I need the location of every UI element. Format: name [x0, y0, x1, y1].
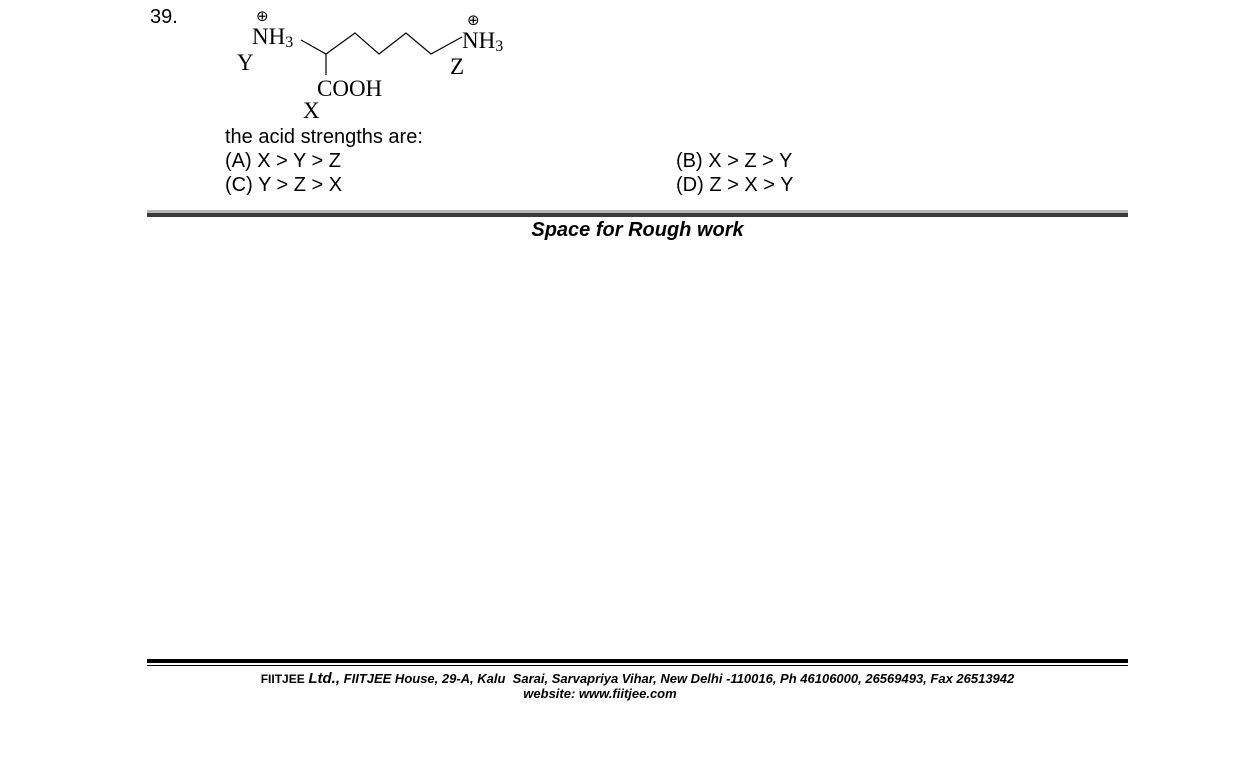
label-z: Z	[450, 54, 465, 79]
option-d: (D) Z > X > Y	[676, 174, 794, 196]
option-a: (A) X > Y > Z	[225, 150, 341, 172]
footer-address: FIITJEE House, 29-A, Kalu Sarai, Sarvapriya Vihar, New Delhi -110016, Ph 46106000, 26569493, Fax 26513942	[343, 671, 1015, 686]
option-b: (B) X > Z > Y	[676, 150, 793, 172]
lysine-structure-diagram	[226, 4, 526, 126]
footer-divider-thick	[147, 659, 1128, 663]
carboxyl-group: COOH	[317, 76, 383, 101]
footer-divider-thin	[147, 665, 1128, 666]
question-stem: the acid strengths are:	[225, 126, 423, 148]
footer-ltd: Ltd.,	[308, 670, 341, 687]
carbon-chain	[301, 33, 462, 54]
rough-work-title: Space for Rough work	[531, 219, 744, 241]
footer-website: website: www.fiitjee.com	[523, 686, 677, 701]
footer-brand: FIITJEE	[260, 672, 305, 686]
option-c: (C) Y > Z > X	[225, 174, 343, 196]
label-x: X	[303, 98, 320, 123]
footer-address-line	[0, 670, 1238, 687]
right-amino-group: NH3	[462, 28, 504, 55]
question-number: 39.	[150, 6, 178, 28]
section-divider	[147, 210, 1128, 217]
label-y: Y	[237, 50, 254, 75]
left-amino-group: NH3	[252, 24, 294, 51]
left-charge-symbol: ⊕	[256, 7, 269, 25]
right-charge-symbol: ⊕	[467, 11, 480, 29]
